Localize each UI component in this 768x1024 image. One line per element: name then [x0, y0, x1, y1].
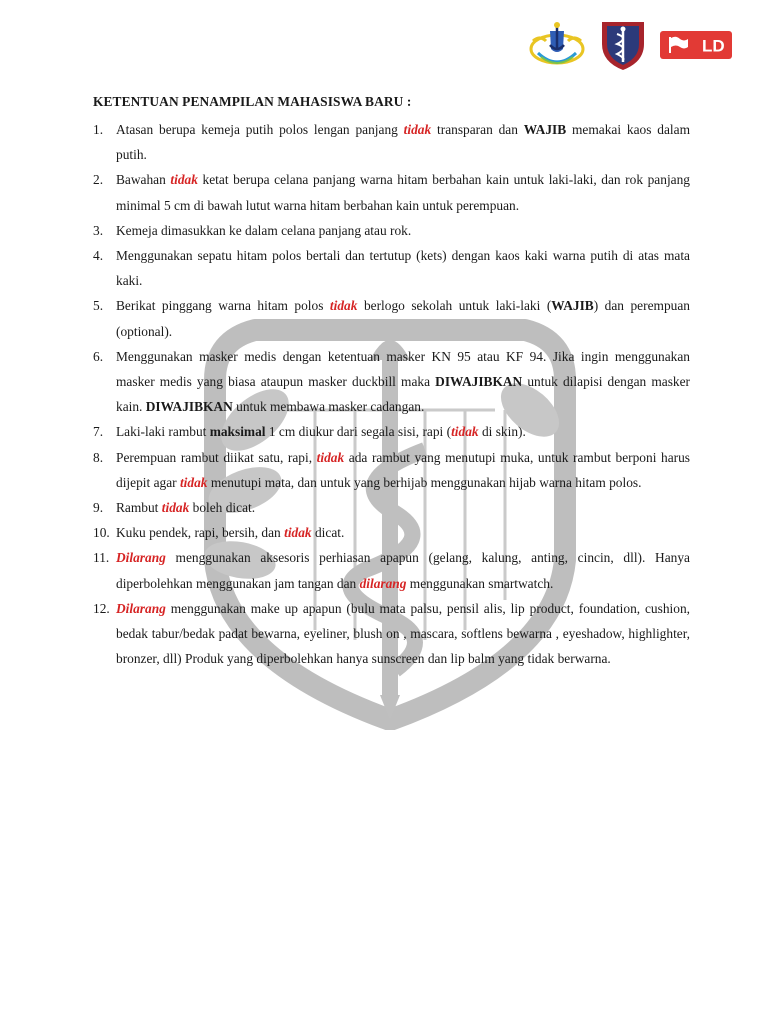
- rule-number: 1.: [93, 122, 104, 137]
- rule-text: Laki-laki rambut: [116, 424, 210, 440]
- emphasis-text: Dilarang: [116, 600, 166, 616]
- rule-text: 1 cm diukur dari segala sisi, rapi (: [265, 424, 452, 440]
- emphasis-text: tidak: [161, 500, 190, 516]
- rule-item: [93, 218, 690, 243]
- rule-text: Menggunakan sepatu hitam polos bertali dan tertutup (kets) dengan kaos kaki warna putih di atas mata kaki.: [116, 248, 690, 289]
- rule-text: Kuku pendek, rapi, bersih, dan: [116, 525, 285, 541]
- rule-text: berlogo sekolah untuk laki-laki (: [357, 298, 552, 314]
- anchor-crest-logo: [528, 19, 586, 71]
- rule-text: menggunakan make up apapun (bulu mata palsu, pensil alis, lip product, foundation, cushion, bedak tabur/bedak padat bewarna, eyeliner, blush on , mascara, softlens bewarna , eyeshadow, highlighter, bronzer, dll) Produk yang diperbolehkan hanya sunscreen dan lip balm yang tidak berwarna.: [116, 600, 690, 667]
- rule-number: 3.: [93, 222, 104, 238]
- rule-text: Berikat pinggang warna hitam polos: [116, 298, 330, 314]
- document-heading: KETENTUAN PENAMPILAN MAHASISWA BARU :: [93, 94, 412, 109]
- rule-item: [93, 243, 690, 293]
- rule-number: 9.: [93, 500, 104, 516]
- rule-number: 2.: [93, 172, 104, 188]
- rule-text: Menggunakan masker medis dengan ketentuan masker KN 95 atau KF 94. Jika ingin menggunakan masker medis yang biasa ataupun masker duckbill maka: [116, 348, 690, 390]
- emphasis-text: tidak: [329, 298, 358, 314]
- rule-item: [93, 167, 690, 217]
- rule-text: untuk membawa masker cadangan.: [232, 399, 425, 415]
- rule-item: [93, 445, 690, 495]
- rule-text: dicat.: [311, 525, 345, 541]
- rule-text: Perempuan rambut diikat satu, rapi,: [116, 449, 317, 465]
- rule-text: di skin).: [478, 424, 526, 440]
- rule-number: 11.: [93, 550, 110, 566]
- emphasis-text: tidak: [403, 122, 432, 137]
- emphasis-text: tidak: [179, 474, 208, 490]
- emphasis-text: tidak: [451, 424, 479, 440]
- rule-text: menggunakan aksesoris perhiasan apapun (gelang, kalung, anting, cincin, dll). Hanya diperbolehkan menggunakan jam tangan dan: [116, 550, 690, 591]
- rule-item: [93, 545, 690, 595]
- rule-text: boleh dicat.: [189, 500, 256, 516]
- rule-text: Atasan berupa kemeja putih polos lengan panjang: [116, 122, 404, 137]
- rule-text: memakai kaos dalam putih.: [116, 122, 690, 163]
- emphasis-text: tidak: [284, 525, 312, 541]
- ld-badge-text: LD: [702, 36, 725, 56]
- ld-flag-logo: [660, 31, 732, 59]
- document-body: [93, 92, 690, 671]
- rule-number: 12.: [93, 600, 110, 616]
- rule-text: Rambut: [116, 500, 162, 516]
- rule-number: 6.: [93, 348, 104, 364]
- rule-item: [93, 495, 690, 520]
- bold-text: DIWAJIBKAN: [435, 374, 523, 390]
- rule-text: untuk dilapisi dengan masker kain.: [116, 374, 691, 415]
- rules-list: [93, 117, 690, 671]
- rule-text: transparan dan: [431, 122, 524, 137]
- rule-number: 4.: [93, 248, 104, 264]
- rule-text: menutupi mata, dan untuk yang berhijab menggunakan hijab warna hitam polos.: [207, 474, 642, 490]
- rule-text: Bawahan: [116, 172, 171, 188]
- rule-number: 7.: [93, 424, 104, 440]
- rule-text: ada rambut yang menutupi muka, untuk rambut berponi harus dijepit agar: [116, 449, 690, 490]
- rule-text: Kemeja dimasukkan ke dalam celana panjang atau rok.: [116, 222, 412, 238]
- rule-item: [93, 596, 690, 672]
- emphasis-text: tidak: [316, 449, 345, 465]
- rule-item: [93, 117, 690, 167]
- bold-text: WAJIB: [551, 298, 594, 314]
- rule-item: [93, 293, 690, 343]
- bold-text: WAJIB: [523, 122, 567, 137]
- emphasis-text: dilarang: [359, 575, 407, 591]
- rule-text: ) dan perempuan (optional).: [116, 298, 690, 339]
- rule-number: 8.: [93, 449, 104, 465]
- header-logos: [528, 18, 732, 72]
- rule-item: [93, 344, 690, 420]
- rule-text: menggunakan smartwatch.: [406, 575, 554, 591]
- caduceus-shield-logo: [598, 18, 648, 72]
- bold-text: maksimal: [209, 424, 266, 440]
- rule-number: 10.: [93, 525, 110, 541]
- bold-text: DIWAJIBKAN: [145, 399, 233, 415]
- rule-item: [93, 520, 690, 545]
- rule-number: 5.: [93, 298, 104, 314]
- emphasis-text: tidak: [170, 172, 198, 188]
- rule-text: ketat berupa celana panjang warna hitam berbahan kain untuk laki-laki, dan rok panjang minimal 5 cm di bawah lutut warna hitam berbahan kain untuk perempuan.: [116, 172, 690, 213]
- rule-item: [93, 419, 690, 444]
- emphasis-text: Dilarang: [116, 550, 166, 566]
